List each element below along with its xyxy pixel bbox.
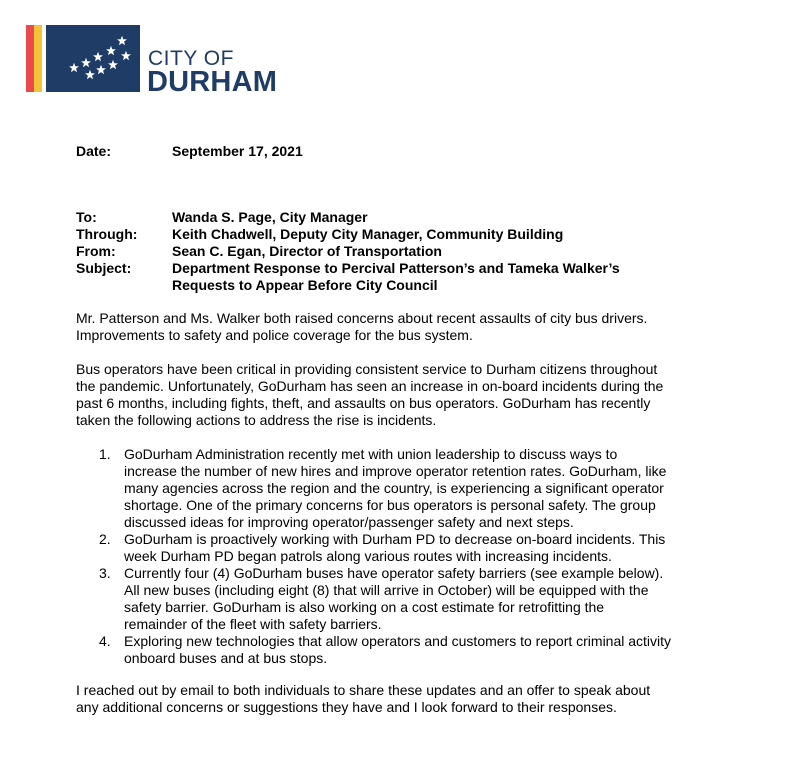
- paragraph-operators: [76, 361, 716, 429]
- list-line: shortage. One of the primary concerns for bus operators is personal safety. The group: [124, 497, 656, 513]
- list-line: GoDurham is proactively working with Durham PD to decrease on-board incidents. This: [124, 531, 666, 547]
- date-label: Date:: [76, 143, 112, 159]
- list-number: 2.: [99, 531, 111, 547]
- star-icon: [106, 46, 116, 55]
- list-line: discussed ideas for improving operator/passenger safety and next steps.: [124, 514, 574, 530]
- list-line: Currently four (4) GoDurham buses have operator safety barriers (see example below).: [124, 565, 664, 581]
- paragraph-line: Bus operators have been critical in providing consistent service to Durham citizens throughout: [76, 361, 658, 377]
- stars-icon: [46, 25, 140, 92]
- star-icon: [81, 58, 91, 67]
- paragraph-line: Improvements to safety and police coverage for the bus system.: [76, 327, 473, 343]
- paragraph-line: any additional concerns or suggestions they have and I look forward to their responses.: [76, 699, 617, 715]
- paragraph-line: I reached out by email to both individuals to share these updates and an offer to speak about: [76, 682, 651, 698]
- from-label: From:: [76, 243, 116, 259]
- paragraph-line: taken the following actions to address the rise is incidents.: [76, 412, 437, 428]
- paragraph-line: past 6 months, including fights, theft, and assaults on bus operators. GoDurham has recently: [76, 395, 651, 411]
- logo-star-field: [46, 25, 140, 92]
- list-line: Exploring new technologies that allow operators and customers to report criminal activity: [124, 633, 672, 649]
- paragraph-line: Mr. Patterson and Ms. Walker both raised concerns about recent assaults of city bus drivers.: [76, 310, 648, 326]
- paragraph-line: the pandemic. Unfortunately, GoDurham has seen an increase in on-board incidents during the: [76, 378, 664, 394]
- from-value: Sean C. Egan, Director of Transportation: [172, 243, 442, 259]
- list-item: [99, 531, 671, 565]
- list-line: week Durham PD began patrols along various routes with increasing incidents.: [124, 548, 612, 564]
- list-number: 4.: [99, 633, 111, 649]
- subject-line-1: Department Response to Percival Patterson’s and Tameka Walker’s: [172, 260, 620, 276]
- star-icon: [93, 52, 103, 61]
- subject-line-2: Requests to Appear Before City Council: [172, 277, 438, 293]
- list-line: GoDurham Administration recently met with union leadership to discuss ways to: [124, 446, 618, 462]
- logo-red-stripe: [26, 25, 34, 92]
- list-line: many agencies across the region and the country, is experiencing a significant operator: [124, 480, 664, 496]
- list-number: 1.: [99, 446, 111, 462]
- list-item: [99, 633, 671, 667]
- list-line: onboard buses and at bus stops.: [124, 650, 328, 666]
- star-icon: [121, 51, 131, 60]
- star-icon: [69, 63, 79, 72]
- to-label: To:: [76, 209, 97, 225]
- star-icon: [85, 70, 95, 79]
- logo-text-durham: DURHAM: [147, 66, 278, 98]
- paragraph-concerns: [76, 310, 716, 344]
- paragraph-closing: [76, 682, 716, 716]
- list-item: [99, 446, 671, 531]
- date-value: September 17, 2021: [172, 143, 303, 159]
- through-label: Through:: [76, 226, 138, 242]
- list-line: remainder of the fleet with safety barriers.: [124, 616, 382, 632]
- star-icon: [108, 60, 118, 69]
- to-value: Wanda S. Page, City Manager: [172, 209, 368, 225]
- list-item: [99, 565, 671, 633]
- list-number: 3.: [99, 565, 111, 581]
- actions-list: [99, 446, 671, 667]
- through-value: Keith Chadwell, Deputy City Manager, Community Building: [172, 226, 564, 242]
- list-line: increase the number of new hires and improve operator retention rates. GoDurham, like: [124, 463, 667, 479]
- subject-label: Subject:: [76, 260, 132, 276]
- logo-text-city-of: CITY OF: [148, 47, 234, 70]
- star-icon: [117, 36, 127, 45]
- logo-yellow-stripe: [34, 25, 42, 92]
- star-icon: [96, 65, 106, 74]
- list-line: All new buses (including eight (8) that will arrive in October) will be equipped with the: [124, 582, 649, 598]
- list-line: safety barrier. GoDurham is also working on a cost estimate for retrofitting the: [124, 599, 605, 615]
